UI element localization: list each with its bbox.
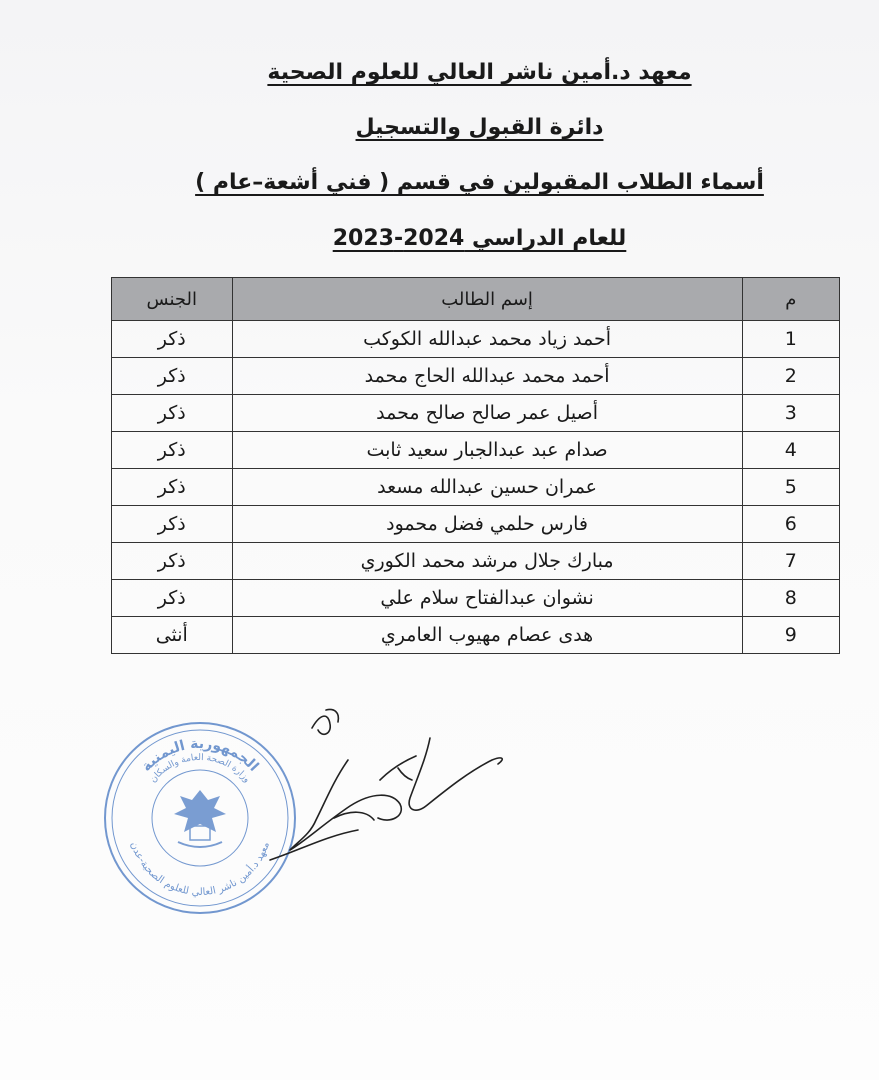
student-name: أصيل عمر صالح صالح محمد — [232, 395, 742, 432]
student-gender: ذكر — [112, 580, 233, 617]
table-header-row — [112, 278, 840, 321]
column-header-gender: الجنس — [112, 278, 233, 321]
table-row — [112, 358, 840, 395]
student-name: عمران حسين عبدالله مسعد — [232, 469, 742, 506]
stamp-top-text: الجمهورية اليمنية — [138, 735, 262, 775]
row-number: 2 — [742, 358, 839, 395]
row-number: 6 — [742, 506, 839, 543]
student-gender: ذكر — [112, 543, 233, 580]
student-name: أحمد زياد محمد عبدالله الكوكب — [232, 321, 742, 358]
table-row — [112, 395, 840, 432]
signature — [230, 700, 530, 880]
eagle-emblem-icon — [174, 790, 226, 847]
student-gender: ذكر — [112, 321, 233, 358]
row-number: 4 — [742, 432, 839, 469]
institute-title: معهد د.أمين ناشر العالي للعلوم الصحية — [267, 60, 692, 85]
students-table — [111, 277, 840, 654]
column-header-number: م — [742, 278, 839, 321]
student-gender: ذكر — [112, 395, 233, 432]
row-number: 7 — [742, 543, 839, 580]
stamp-bottom-text: معهد د.أمين ناشر العالي للعلوم الصحية-عدن — [127, 840, 272, 899]
row-number: 3 — [742, 395, 839, 432]
row-number: 9 — [742, 617, 839, 654]
table-row — [112, 469, 840, 506]
student-gender: ذكر — [112, 506, 233, 543]
student-gender: ذكر — [112, 469, 233, 506]
academic-year: للعام الدراسي 2024-2023 — [332, 226, 627, 251]
row-number: 8 — [742, 580, 839, 617]
student-gender: ذكر — [112, 358, 233, 395]
student-name: أحمد محمد عبدالله الحاج محمد — [232, 358, 742, 395]
student-name: نشوان عبدالفتاح سلام علي — [232, 580, 742, 617]
table-row — [112, 432, 840, 469]
table-row — [112, 543, 840, 580]
table-row — [112, 617, 840, 654]
row-number: 5 — [742, 469, 839, 506]
department-title: دائرة القبول والتسجيل — [355, 115, 604, 140]
student-name: مبارك جلال مرشد محمد الكوري — [232, 543, 742, 580]
student-name: هدى عصام مهيوب العامري — [232, 617, 742, 654]
table-row — [112, 506, 840, 543]
column-header-name: إسم الطالب — [232, 278, 742, 321]
student-gender: ذكر — [112, 432, 233, 469]
list-title: أسماء الطلاب المقبولين في قسم ( فني أشعة–عام ) — [195, 170, 764, 195]
stamp-middle-text: وزارة الصحة العامة والسكان — [148, 752, 252, 785]
table-row — [112, 321, 840, 358]
student-name: صدام عبد عبدالجبار سعيد ثابت — [232, 432, 742, 469]
student-name: فارس حلمي فضل محمود — [232, 506, 742, 543]
table-row — [112, 580, 840, 617]
student-gender: أنثى — [112, 617, 233, 654]
row-number: 1 — [742, 321, 839, 358]
